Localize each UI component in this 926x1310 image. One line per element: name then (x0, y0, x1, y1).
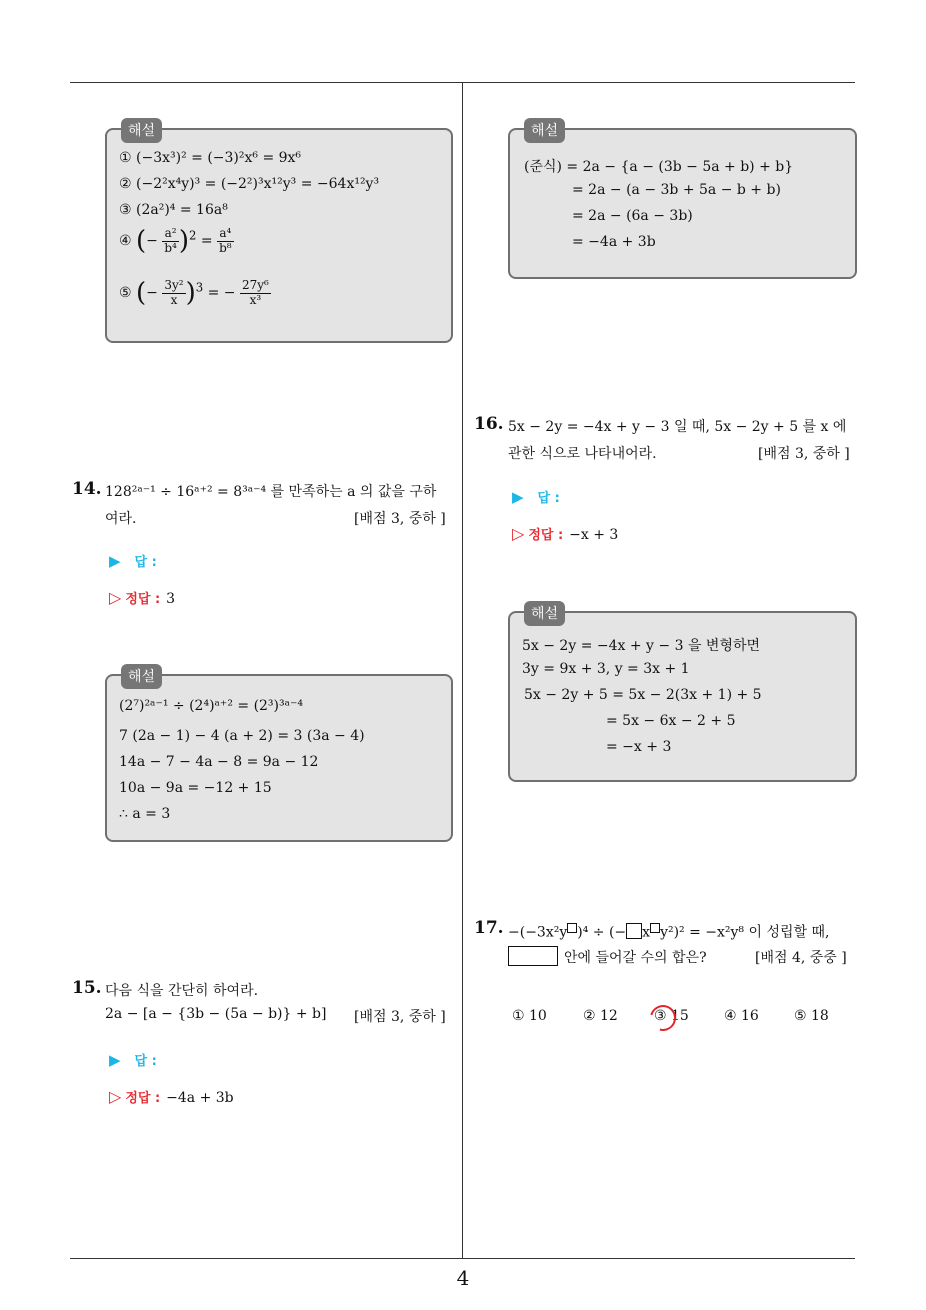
solution-line: = 5x − 6x − 2 + 5 (606, 713, 736, 729)
solution-tag: 해설 (524, 601, 565, 626)
question-number: 14. (72, 479, 102, 499)
question-number: 16. (474, 414, 504, 434)
selected-answer-mark (645, 1000, 681, 1036)
question-text: 128²ᵃ⁻¹ ÷ 16ᵃ⁺² = 8³ᵃ⁻⁴ 를 만족하는 a 의 값을 구하 (105, 484, 437, 500)
solution-tag: 해설 (121, 118, 162, 143)
solution-line: 3y = 9x + 3, y = 3x + 1 (522, 661, 690, 677)
solution-line-fraction: ⑤ (− $\frac{\text{3y²}}{x}$ )$^3$ = − $\frac{\text{27y⁶}}{\text{x³}}$ (119, 277, 269, 308)
play-icon: ▶ (512, 488, 524, 506)
answer-prompt: ▶ 답 : (109, 552, 157, 570)
triangle-outline-icon: ▷ (109, 1087, 122, 1106)
choice-4[interactable]: ④ 16 (724, 1008, 759, 1024)
page-number: 4 (456, 1266, 470, 1290)
solution-line: 14a − 7 − 4a − 8 = 9a − 12 (119, 754, 319, 770)
bottom-rule (70, 1258, 855, 1259)
blank-box (508, 946, 558, 966)
solution-box-15 (508, 123, 857, 279)
answer-prompt: ▶ 답 : (512, 488, 560, 506)
blank-square (650, 923, 660, 933)
solution-line: = 2a − (a − 3b + 5a − b + b) (572, 182, 781, 198)
solution-box-16 (508, 606, 857, 782)
play-icon: ▶ (109, 552, 121, 570)
solution-line-fraction: ④ (− $\frac{\text{a²}}{\text{b⁴}}$ )$^2$ = $\frac{\text{a⁴}}{\text{b⁸}}$ (119, 225, 232, 256)
solution-line: = −4a + 3b (572, 234, 656, 250)
play-icon: ▶ (109, 1051, 121, 1069)
solution-line: (준식) = 2a − {a − (3b − 5a + b) + b} (524, 159, 794, 175)
question-text: 관한 식으로 나타내어라. (508, 446, 657, 462)
solution-line: 5x − 2y + 5 = 5x − 2(3x + 1) + 5 (524, 687, 762, 703)
solution-line: 5x − 2y = −4x + y − 3 을 변형하면 (522, 638, 761, 654)
blank-square (567, 923, 577, 933)
solution-line: ① (−3x³)² = (−3)²x⁶ = 9x⁶ (119, 150, 302, 166)
solution-line: = −x + 3 (606, 739, 672, 755)
question-text: 5x − 2y = −4x + y − 3 일 때, 5x − 2y + 5 를 x 에 (508, 419, 847, 435)
answer-prompt: ▶ 답 : (109, 1051, 157, 1069)
solution-tag: 해설 (121, 664, 162, 689)
solution-box-13 (105, 123, 453, 343)
score-label: [배점 3, 중하 ] (758, 446, 850, 462)
choice-2[interactable]: ② 12 (583, 1008, 618, 1024)
solution-line: 7 (2a − 1) − 4 (a + 2) = 3 (3a − 4) (119, 728, 365, 744)
score-label: [배점 3, 중하 ] (354, 511, 446, 527)
question-text: −(−3x²y )⁴ ÷ (− x y²)² = −x²y⁸ 이 성립할 때, (508, 924, 830, 941)
score-label: [배점 3, 중하 ] (354, 1009, 446, 1025)
triangle-outline-icon: ▷ (512, 524, 525, 543)
question-number: 15. (72, 978, 102, 998)
question-text: 다음 식을 간단히 하여라. (105, 983, 259, 999)
solution-line: 10a − 9a = −12 + 15 (119, 780, 272, 796)
correct-answer: ▷ 정답 : −x + 3 (512, 524, 619, 543)
solution-line: ③ (2a²)⁴ = 16a⁸ (119, 202, 228, 218)
triangle-outline-icon: ▷ (109, 588, 122, 607)
solution-box-14 (105, 669, 453, 842)
solution-line: ∴ a = 3 (119, 806, 171, 822)
solution-line: ② (−2²x⁴y)³ = (−2²)³x¹²y³ = −64x¹²y³ (119, 176, 380, 192)
question-text: 안에 들어갈 수의 합은? (564, 950, 707, 966)
question-number: 17. (474, 918, 504, 938)
score-label: [배점 4, 중중 ] (755, 950, 847, 966)
blank-square (626, 923, 642, 939)
correct-answer: ▷ 정답 : 3 (109, 588, 176, 607)
solution-line: = 2a − (6a − 3b) (572, 208, 693, 224)
choice-3[interactable]: ③ 15 (654, 1008, 689, 1024)
question-expression: 2a − [a − {3b − (5a − b)} + b] (105, 1006, 327, 1022)
correct-answer: ▷ 정답 : −4a + 3b (109, 1087, 234, 1106)
question-text: 여라. (105, 511, 137, 527)
column-divider (462, 83, 463, 1258)
choice-5[interactable]: ⑤ 18 (794, 1008, 829, 1024)
solution-line: (2⁷)²ᵃ⁻¹ ÷ (2⁴)ᵃ⁺² = (2³)³ᵃ⁻⁴ (119, 698, 304, 714)
choice-1[interactable]: ① 10 (512, 1008, 547, 1024)
solution-tag: 해설 (524, 118, 565, 143)
